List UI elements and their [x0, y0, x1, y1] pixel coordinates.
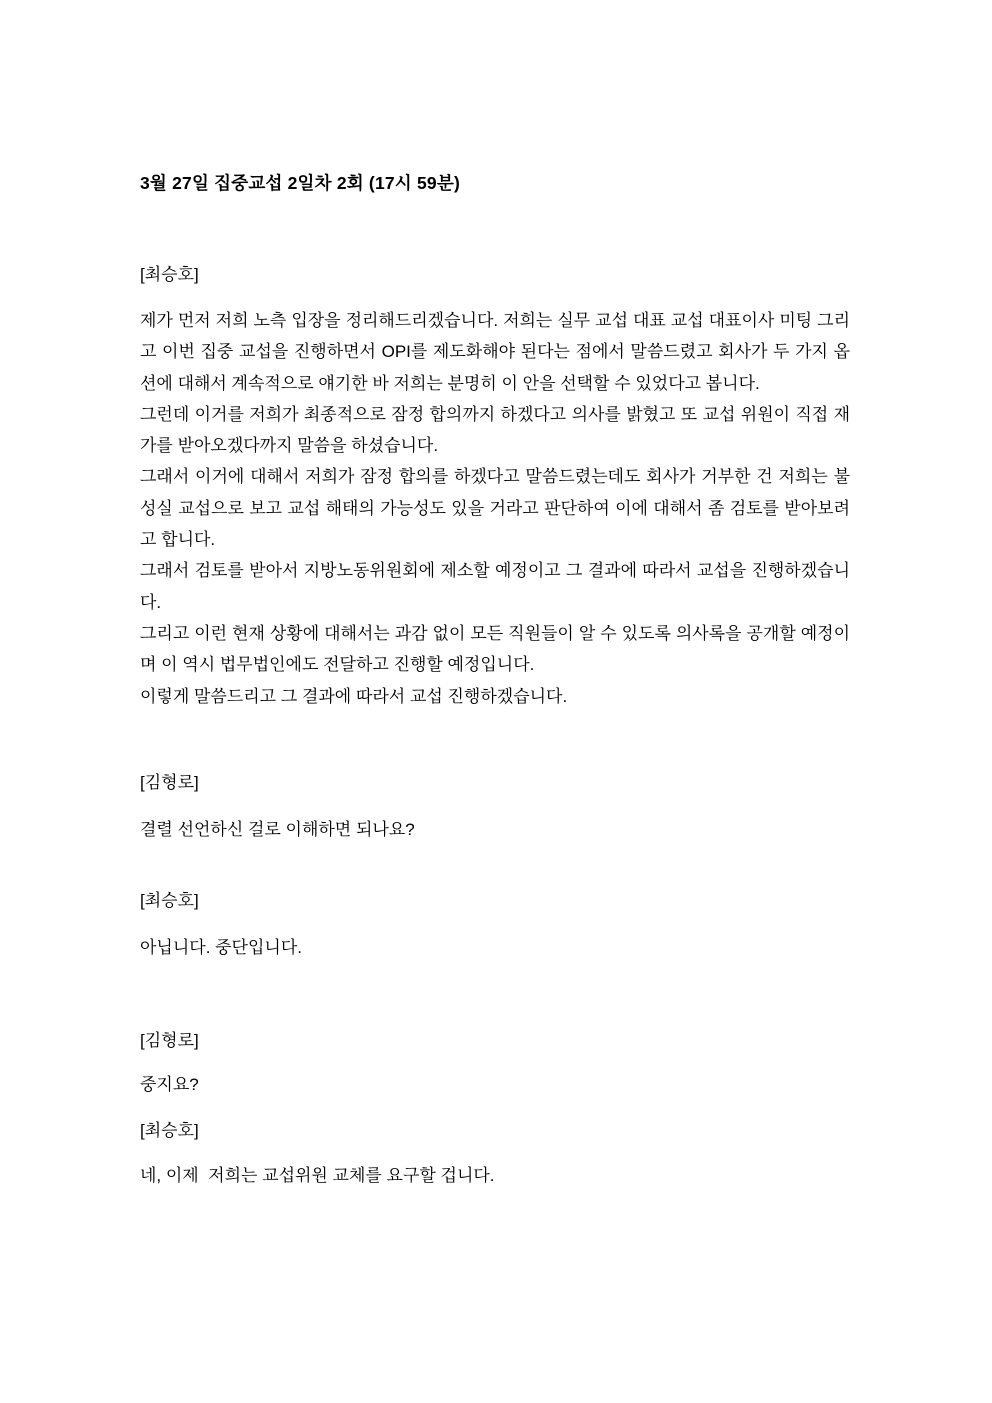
speaker-label-kim-2: [김형로] [140, 1031, 199, 1051]
utterance-paragraph: 그래서 이거에 대해서 저희가 잠정 합의를 하겠다고 말씀드렸는데도 회사가 거부한 건 저희는 불성실 교섭으로 보고 교섭 해태의 가능성도 있을 거라고 판단하여 이에 대해서 좀 검토를 받아보려고 합니다. [140, 467, 850, 550]
utterance-paragraph: 중지요? [140, 1075, 199, 1095]
speaker-label-choi-3: [최승호] [140, 1120, 199, 1140]
document-title: 3월 27일 집중교섭 2일차 2회 (17시 59분) [140, 173, 460, 193]
utterance-paragraph: 제가 먼저 저희 노측 입장을 정리해드리겠습니다. 저희는 실무 교섭 대표 교섭 대표이사 미팅 그리고 이번 집중 교섭을 진행하면서 OPI를 제도화해야 된다는 점에서 말씀드렸고 회사가 두 가지 옵션에 대해서 계속적으로 얘기한 바 저희는 분명히 이 안을 선택할 수 있었다고 봅니다. [140, 311, 850, 393]
utterance-paragraph: 네, 이제 저희는 교섭위원 교체를 요구할 겁니다. [140, 1165, 495, 1185]
dialogue-turn-1 [140, 305, 850, 712]
speaker-label-kim-1: [김형로] [140, 772, 199, 792]
utterance-paragraph: 결렬 선언하신 걸로 이해하면 되나요? [140, 819, 415, 839]
utterance-paragraph: 그런데 이거를 저희가 최종적으로 잠정 합의까지 하겠다고 의사를 밝혔고 또 교섭 위원이 직접 재가를 받아오겠다까지 말씀을 하셨습니다. [140, 404, 850, 456]
speaker-label-choi-2: [최승호] [140, 891, 199, 911]
speaker-label-choi-1: [최승호] [140, 265, 199, 284]
utterance-paragraph: 아닙니다. 중단입니다. [140, 938, 302, 958]
utterance-paragraph: 이렇게 말씀드리고 그 결과에 따라서 교섭 진행하겠습니다. [140, 686, 568, 706]
utterance-paragraph: 그래서 검토를 받아서 지방노동위원회에 제소할 예정이고 그 결과에 따라서 교섭을 진행하겠습니다. [140, 561, 850, 612]
utterance-paragraph: 그리고 이런 현재 상황에 대해서는 과감 없이 모든 직원들이 알 수 있도록 의사록을 공개할 예정이며 이 역시 법무법인에도 전달하고 진행할 예정입니다. [140, 623, 850, 675]
